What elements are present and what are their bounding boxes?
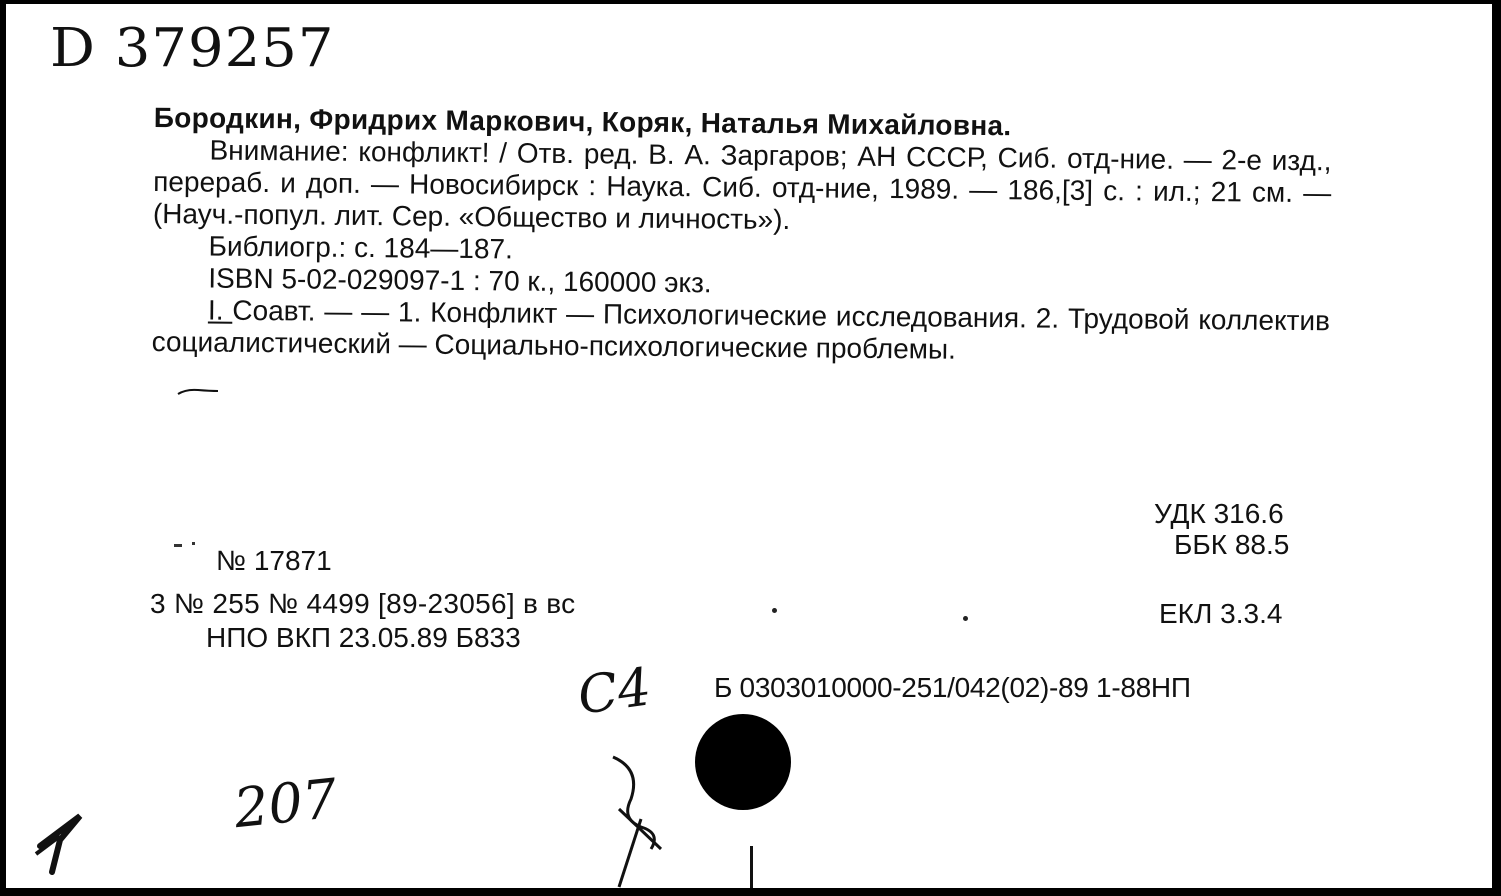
black-dot-stamp <box>695 714 791 810</box>
subject-headings: Соавт. — — 1. Конфликт — Психологические исследования. 2. Трудовой коллектив социалистический — Социально-психологические проблемы. <box>151 294 1331 365</box>
scan-edge-right <box>1492 0 1501 896</box>
record-number: № 17871 <box>216 545 332 576</box>
coauthor-mark: I. <box>207 294 233 326</box>
bibliography-note: Библиогр.: с. 184—187. <box>208 230 514 265</box>
title-block: Внимание: конфликт! / Отв. ред. В. А. Заргаров; АН СССР, Сиб. отд-ние. — 2-е изд., перераб. и доп. — Новосибирск : Наука. Сиб. отд-ние, 1989. — 186,[3] с. : ил.; 21 см. — (Науч.-попул. лит. Сер. «Общество и личность»). <box>152 134 1332 236</box>
underline-stroke-icon <box>176 388 220 396</box>
bbk-code: ББК 88.5 <box>1174 529 1290 560</box>
handwritten-207: 207 <box>230 766 341 841</box>
call-number: D 379257 <box>50 17 335 80</box>
bibliographic-record <box>152 102 1332 369</box>
handwritten-c4: С4 <box>574 657 655 727</box>
publisher-code: Б 0303010000-251/042(02)-89 1-88НП <box>714 672 1191 703</box>
npo-line: НПО ВКП 23.05.89 Б833 <box>206 622 521 653</box>
speck-dot <box>772 608 777 613</box>
udk-code: УДК 316.6 <box>1154 498 1284 529</box>
speck-dash <box>192 542 195 545</box>
speck-dash <box>174 544 182 547</box>
vertical-mark <box>750 846 753 888</box>
isbn-line: ISBN 5-02-029097-1 : 70 к., 160000 экз. <box>208 262 712 299</box>
subjects-block <box>152 294 1331 369</box>
scan-edge-bottom <box>0 888 1501 896</box>
speck-dot <box>963 616 968 621</box>
handwritten-one-icon <box>30 810 90 880</box>
handwritten-check-icon <box>601 749 681 888</box>
ekl-code: ЕКЛ 3.3.4 <box>1159 598 1283 629</box>
order-line: 3 № 255 № 4499 [89-23056] в вс <box>150 588 576 619</box>
catalog-card <box>6 4 1492 888</box>
author-line: Бородкин, Фридрих Маркович, Коряк, Наталья Михайловна. <box>153 102 1012 142</box>
